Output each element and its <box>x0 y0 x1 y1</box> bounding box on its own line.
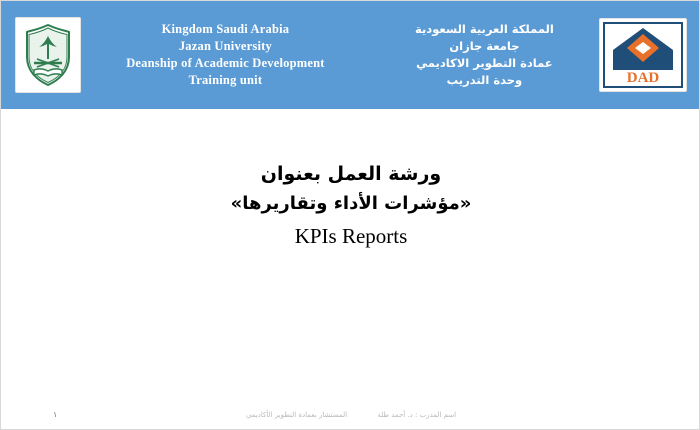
page-number: ١ <box>53 410 58 419</box>
slide-header-band <box>1 1 700 109</box>
jazan-university-emblem-icon <box>15 17 81 93</box>
footer-credits <box>1 411 700 419</box>
header-english-line-4: Training unit <box>188 73 263 87</box>
slide-footer <box>1 403 700 419</box>
dad-logo-icon <box>599 18 687 92</box>
footer-role-label: المستشار بعمادة التطوير الأكاديمي <box>245 411 348 419</box>
header-arabic-line-1: المملكة العربية السعودية <box>415 22 554 36</box>
title-arabic-line-2: «مؤشرات الأداء وتقاريرها» <box>230 193 472 214</box>
header-english-line-2: Jazan University <box>178 39 272 53</box>
title-english-line: KPIs Reports <box>294 224 408 248</box>
footer-trainer-label: اسم المدرب : د. أحمد طلة <box>377 411 457 419</box>
header-english-text <box>81 21 370 89</box>
title-arabic-line-1: ورشة العمل بعنوان <box>260 163 442 185</box>
header-arabic-line-2: جامعة جازان <box>449 39 520 53</box>
header-arabic-line-4: وحدة التدريب <box>446 73 523 87</box>
header-arabic-line-3: عمادة التطوير الاكاديمي <box>416 56 553 70</box>
slide-title-block <box>1 159 700 251</box>
dad-wordmark: DAD <box>626 70 660 86</box>
header-english-line-3: Deanship of Academic Development <box>126 56 325 70</box>
header-english-line-1: Kingdom Saudi Arabia <box>161 22 290 36</box>
header-arabic-text <box>370 21 599 89</box>
